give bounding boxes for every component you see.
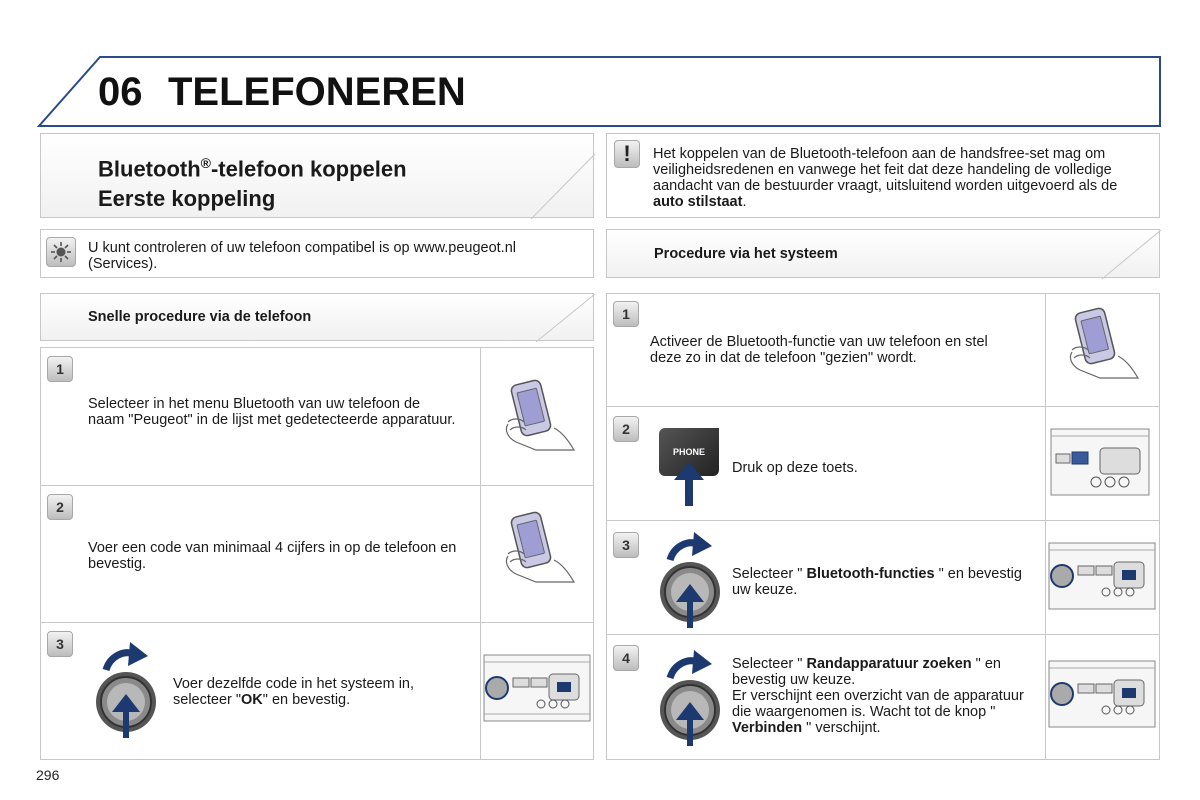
press-arrow-icon bbox=[674, 462, 704, 506]
left-step-3-text: Voer dezelfde code in het systeem in, selecteer "OK" en bevestig. bbox=[173, 676, 415, 708]
tip-text: U kunt controleren of uw telefoon compatibel is op www.peugeot.nl (Services). bbox=[88, 240, 516, 272]
rotary-knob-icon bbox=[656, 530, 728, 630]
right-step-1-number: 1 bbox=[613, 301, 639, 327]
phone-button-label: PHONE bbox=[672, 447, 705, 457]
page-number: 296 bbox=[36, 767, 60, 783]
right-step-divider-1 bbox=[606, 406, 1160, 407]
chapter-number: 06 bbox=[98, 70, 143, 114]
right-procedure-title: Procedure via het systeem bbox=[654, 246, 838, 262]
chapter-title: TELEFONEREN bbox=[168, 70, 466, 114]
rotary-knob-icon bbox=[656, 648, 728, 748]
right-step-divider-2 bbox=[606, 520, 1160, 521]
radio-unit-icon bbox=[1048, 542, 1156, 610]
left-step-divider-2 bbox=[40, 622, 594, 623]
rotary-knob-icon bbox=[92, 640, 164, 740]
right-step-divider-3 bbox=[606, 634, 1160, 635]
right-step-4-number: 4 bbox=[613, 645, 639, 671]
phone-in-hand-icon bbox=[502, 378, 580, 452]
radio-unit-icon bbox=[1050, 428, 1150, 496]
right-step-3-text: Selecteer " Bluetooth-functies " en bevestig uw keuze. bbox=[732, 566, 1022, 598]
section-title: Bluetooth®-telefoon koppelen Eerste koppeling bbox=[98, 155, 407, 212]
left-image-column-divider bbox=[480, 347, 481, 760]
warning-text: Het koppelen van de Bluetooth-telefoon aan de handsfree-set mag om veiligheidsredenen en vanwege het feit dat deze handeling de volledige aandacht van de bestuurder vraagt, uitsluitend worden uitgevoerd als de auto stilstaat. bbox=[653, 146, 1118, 210]
right-step-2-number: 2 bbox=[613, 416, 639, 442]
left-step-2-number: 2 bbox=[47, 494, 73, 520]
left-step-divider-1 bbox=[40, 485, 594, 486]
lightbulb-icon bbox=[46, 237, 76, 267]
radio-unit-icon bbox=[1048, 660, 1156, 728]
right-step-1-text: Activeer de Bluetooth-functie van uw telefoon en stel deze zo in dat de telefoon "gezien" wordt. bbox=[650, 334, 988, 366]
right-step-3-number: 3 bbox=[613, 532, 639, 558]
left-step-1-number: 1 bbox=[47, 356, 73, 382]
left-procedure-title: Snelle procedure via de telefoon bbox=[88, 309, 312, 325]
phone-in-hand-icon bbox=[1066, 306, 1144, 380]
left-step-2-text: Voer een code van minimaal 4 cijfers in op de telefoon en bevestig. bbox=[88, 540, 457, 572]
left-step-3-number: 3 bbox=[47, 631, 73, 657]
box-corner-decoration bbox=[531, 154, 595, 219]
right-step-2-text: Druk op deze toets. bbox=[732, 460, 858, 476]
right-step-4-text: Selecteer " Randapparatuur zoeken " en bevestig uw keuze. Er verschijnt een overzicht van de apparatuur die waargenomen is. Wacht tot de knop " Verbinden " verschijnt. bbox=[732, 656, 1024, 736]
right-image-column-divider bbox=[1045, 293, 1046, 760]
phone-in-hand-icon bbox=[502, 510, 580, 584]
radio-unit-icon bbox=[483, 654, 591, 722]
left-step-1-text: Selecteer in het menu Bluetooth van uw telefoon de naam "Peugeot" in de lijst met gedetecteerde apparatuur. bbox=[88, 396, 456, 428]
exclamation-icon: ! bbox=[614, 140, 640, 168]
